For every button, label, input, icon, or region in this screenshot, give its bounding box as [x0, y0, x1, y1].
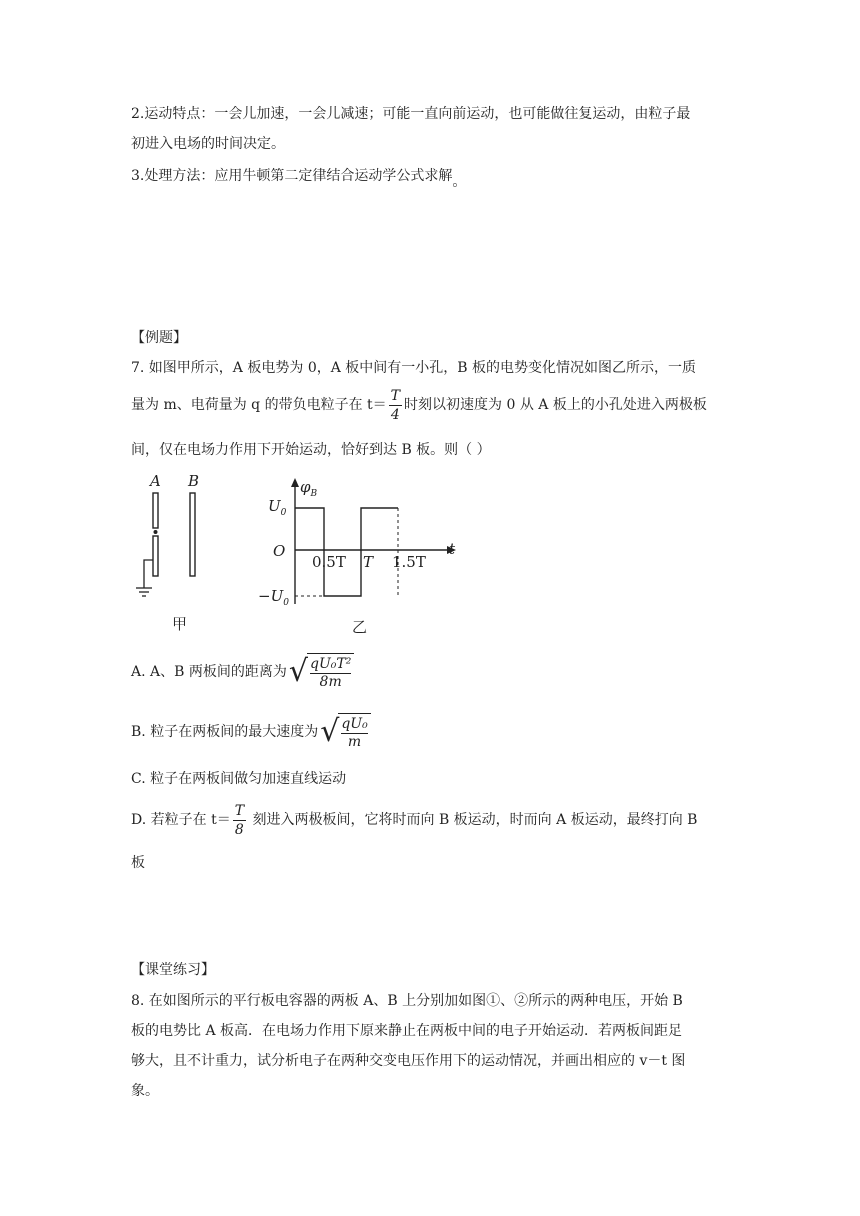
fraction-numerator: T [390, 387, 401, 404]
example-line-3: 间，仅在电场力作用下开始运动，恰好到达 B 板。则（ ） [131, 442, 491, 458]
paragraph-2-line-2: 初进入电场的时间决定。 [131, 136, 285, 152]
paragraph-3-text: 3.处理方法：应用牛顿第二定律结合运动学公式求解 [131, 168, 453, 184]
tick-15T: 1.5T [392, 553, 426, 571]
u0-symbol: U [268, 497, 281, 515]
origin-label: O [273, 542, 286, 560]
y-axis-subscript: B [310, 489, 318, 499]
y-axis-arrow [291, 478, 299, 487]
paragraph-2-line-1: 2.运动特点：一会儿加速，一会儿减速；可能一直向前运动，也可能做往复运动，由粒子最 [131, 106, 691, 122]
paragraph-3 [131, 166, 467, 190]
fraction-t-over-4 [389, 387, 402, 424]
plate-b-label: B [188, 472, 200, 490]
y-axis-symbol: φ [300, 478, 311, 496]
radicand-denominator: 8m [319, 674, 342, 690]
figure-yi-caption: 乙 [352, 618, 368, 636]
example-line-2 [131, 385, 707, 425]
practice-line-4: 象。 [131, 1083, 159, 1099]
tick-05T: 0.5T [312, 553, 346, 571]
option-c: C. 粒子在两板间做匀加速直线运动 [131, 771, 347, 787]
example-line-1: 7. 如图甲所示，A 板电势为 0，A 板中间有一小孔，B 板的电势变化情况如图乙所示，一质 [131, 360, 697, 376]
u0-subscript: 0 [280, 508, 287, 518]
fraction-numerator: T [234, 802, 245, 819]
radical-sign: √ [320, 714, 340, 749]
option-d-text-b: 刻进入两极板间，它将时而向 B 板运动，时而向 A 板运动，最终打向 B [248, 812, 698, 828]
fraction-denominator: 4 [390, 406, 400, 423]
example-line-2-b: 时刻以初速度为 0 从 A 板上的小孔处进入两极板 [404, 397, 707, 413]
option-b-text: B. 粒子在两板间的最大速度为 [131, 724, 319, 740]
plate-a-label: A [150, 472, 161, 490]
tick-T: T [363, 553, 374, 571]
radicand-numerator: qU₀T² [309, 656, 352, 672]
neg-u0-symbol: −U [258, 587, 284, 605]
neg-u0-label [258, 587, 289, 608]
plate-a-upper [153, 493, 158, 528]
radicand [338, 713, 370, 751]
radicand [307, 653, 354, 691]
practice-line-3: 够大，且不计重力，试分析电子在两种交变电压作用下的运动情况，并画出相应的 v－t 图 [131, 1053, 686, 1069]
fraction-t-over-8 [233, 802, 246, 839]
option-d-continued: 板 [131, 855, 145, 871]
option-d-text-a: D. 若粒子在 t＝ [131, 812, 231, 828]
figure-jia-caption: 甲 [172, 615, 188, 633]
practice-line-2: 板的电势比 A 板高．在电场力作用下原来静止在两板中间的电子开始运动．若两板间距足 [131, 1023, 683, 1039]
example-heading: 【例题】 [131, 330, 187, 346]
example-line-2-a: 量为 m、电荷量为 q 的带负电粒子在 t＝ [131, 397, 387, 413]
radicand-numerator: qU₀ [341, 716, 368, 732]
option-a-text: A. A、B 两板间的距离为 [131, 664, 287, 680]
option-d [131, 800, 697, 840]
option-b [131, 710, 371, 754]
ground-wire [144, 560, 153, 588]
paragraph-3-end: 。 [452, 174, 467, 190]
neg-u0-subscript: 0 [283, 598, 289, 608]
plates-diagram [130, 488, 210, 608]
x-axis-label: t [449, 540, 456, 558]
option-a [131, 650, 354, 694]
fraction-denominator: 8 [234, 821, 244, 838]
radical-sign: √ [288, 654, 308, 689]
u0-label [268, 497, 286, 518]
radicand-denominator: m [347, 734, 362, 750]
practice-heading: 【课堂练习】 [131, 962, 215, 978]
plate-a-lower [153, 536, 158, 576]
y-axis-label [300, 478, 317, 499]
hole-dot [154, 530, 158, 534]
plate-b [190, 493, 195, 576]
option-b-sqrt [320, 713, 371, 751]
option-a-sqrt [289, 653, 354, 691]
practice-line-1: 8. 在如图所示的平行板电容器的两板 A、B 上分别加如图①、②所示的两种电压，开始 B [131, 993, 683, 1009]
waveform [295, 508, 398, 596]
